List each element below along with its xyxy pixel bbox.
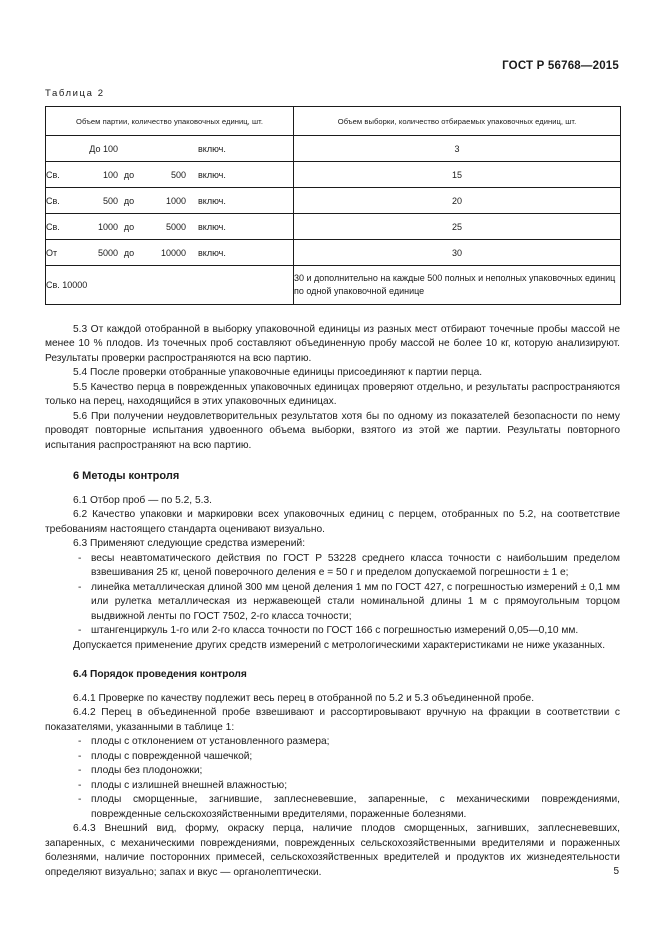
- dash-bullet-icon: -: [78, 736, 82, 748]
- list-item: [45, 624, 620, 638]
- paragraph-6-4-3: 6.4.3 Внешний вид, форму, окраску перца, наличие плодов сморщенных, загнивших, заплесневевших, запаренных, с механическими повреждениями, поврежденных сельскохозяйственными вредителями и пораженных болезнями, наличие посторонних примесей, сельскохозяйственных вредителей и продуктов их жизнедеятельности определяют визуально; запах и вкус — органолептически.: [45, 823, 620, 878]
- dash-bullet-icon: -: [78, 581, 82, 593]
- range-separator: до: [123, 247, 135, 258]
- dash-bullet-icon: -: [78, 779, 82, 791]
- paragraph-5-4: 5.4 После проверки отобранные упаковочные единицы присоединяют к партии перца.: [73, 367, 483, 379]
- list-item: [45, 793, 620, 822]
- sampling-table: [45, 106, 621, 305]
- list-item-label: плоды с отклонением от установленного размера;: [91, 736, 330, 748]
- paragraph-6-3: 6.3 Применяют следующие средства измерений:: [73, 538, 306, 550]
- list-item-label: штангенциркуль 1-го или 2-го класса точности по ГОСТ 166 с погрешностью измерений 0,05—0,10 мм.: [91, 625, 579, 637]
- range-prefix: От: [46, 247, 58, 258]
- list-item: [45, 581, 620, 624]
- list-item-label: плоды без плодоножки;: [91, 765, 203, 777]
- range-suffix: включ.: [198, 169, 226, 180]
- instruments-list: [45, 552, 620, 639]
- paragraph-6-4-2: 6.4.2 Перец в объединенной пробе взвешивают и рассортировывают вручную на фракции в соответствии с показателями, указанными в таблице 1:: [45, 707, 620, 733]
- table-cell-lot-range: [46, 136, 294, 162]
- paragraph-6-4-1: 6.4.1 Проверке по качеству подлежит весь перец в отобранной по 5.2 и 5.3 объединенной пробе.: [73, 692, 535, 704]
- range-lower: 1000: [97, 221, 118, 232]
- range-lower: 500: [102, 195, 118, 206]
- paragraph-5-6: 5.6 При получении неудовлетворительных результатов хотя бы по одному из показателей безопасности по нему проводят повторные испытания удвоенного объема выборки, взятого из этой же партии. Результаты повторного испытания распространяют на всю партию.: [45, 410, 620, 451]
- spacer: [45, 485, 620, 494]
- table-header-row: [46, 107, 621, 136]
- table-cell-lot-range: [46, 162, 294, 188]
- table-caption: Таблица 2: [45, 88, 105, 99]
- table-row: [46, 136, 621, 162]
- table-row: [46, 188, 621, 214]
- table-cell-sample-value: 25: [294, 214, 621, 240]
- page-number: 5: [613, 866, 619, 877]
- list-item: [45, 552, 620, 581]
- range-prefix: Св.: [46, 169, 60, 180]
- page-content: [45, 88, 620, 880]
- paragraph-6-3-note: Допускается применение других средств измерений с метрологическими характеристиками не ниже указанных.: [73, 639, 606, 651]
- table-column-header-lot-volume: Объем партии, количество упаковочных единиц, шт.: [46, 107, 294, 136]
- table-header: [46, 107, 621, 136]
- range-upper: 5000: [165, 221, 186, 232]
- list-item-label: линейка металлическая длиной 300 мм ценой деления 1 мм по ГОСТ 427, с погрешностью измерений ± 0,1 мм или рулетка металлическая из нержавеющей стали номинальной длины 1 м с прямоугольным торцом выдвижной ленты по ГОСТ 7502, 2-го класса точности;: [91, 581, 620, 622]
- range-suffix: включ.: [198, 221, 226, 232]
- range-separator: до: [123, 195, 135, 206]
- range-upper: 10000: [160, 247, 186, 258]
- list-item-label: весы неавтоматического действия по ГОСТ Р 53228 среднего класса точности с наибольшим пределом взвешивания 25 кг, ценой поверочного деления e = 50 г и пределом допускаемой погрешности ± 1 e;: [91, 552, 620, 579]
- table-body: [46, 136, 621, 305]
- table-cell-sample-value: 15: [294, 162, 621, 188]
- dash-bullet-icon: -: [78, 625, 82, 637]
- dash-bullet-icon: -: [78, 750, 82, 762]
- table-cell-sample-value: 30 и дополнительно на каждые 500 полных и неполных упаковочных единиц по одной упаковочной единице: [294, 266, 621, 305]
- range-prefix: Св.: [46, 221, 60, 232]
- table-row: [46, 266, 621, 305]
- list-item-label: плоды с поврежденной чашечкой;: [91, 750, 253, 762]
- dash-bullet-icon: -: [78, 794, 82, 806]
- dash-bullet-icon: -: [78, 765, 82, 777]
- list-item: [45, 735, 620, 749]
- body-text-block: [45, 323, 620, 880]
- table-row: [46, 214, 621, 240]
- range-upper: 1000: [165, 195, 186, 206]
- range-lower: 5000: [97, 247, 118, 258]
- range-suffix: включ.: [198, 143, 226, 154]
- range-suffix: включ.: [198, 247, 226, 258]
- list-item: [45, 779, 620, 793]
- dash-bullet-icon: -: [78, 552, 82, 564]
- table-row: [46, 240, 621, 266]
- range-suffix: включ.: [198, 195, 226, 206]
- range-lower: До 100: [89, 143, 118, 154]
- list-item-label: плоды сморщенные, загнившие, заплесневевшие, запаренные, с механическими повреждениями, поврежденные сельскохозяйственными вредителями, пораженные болезнями.: [91, 794, 620, 820]
- paragraph-5-3: 5.3 От каждой отобранной в выборку упаковочной единицы из разных мест отбирают точечные пробы массой не менее 10 % плодов. Из точечных проб составляют объединенную пробу массой не более 10 кг, которую анализируют. Результаты проверки распространяются на всю партию.: [45, 324, 620, 364]
- range-separator: до: [123, 169, 135, 180]
- page-header-standard-ref: ГОСТ Р 56768—2015: [502, 60, 619, 72]
- list-item-label: плоды с излишней внешней влажностью;: [91, 779, 288, 791]
- range-lower: 100: [102, 169, 118, 180]
- table-row: [46, 162, 621, 188]
- paragraph-6-2: 6.2 Качество упаковки и маркировки всех упаковочных единиц с перцем, отобранных по 5.2, на соответствие требованиям настоящего стандарта оценивают визуально.: [45, 509, 620, 535]
- table-cell-sample-value: 20: [294, 188, 621, 214]
- list-item: [45, 750, 620, 764]
- section-heading-6: 6 Методы контроля: [73, 470, 180, 483]
- range-separator: до: [123, 221, 135, 232]
- range-prefix: Св.: [46, 195, 60, 206]
- table-cell-lot-range: [46, 214, 294, 240]
- spacer: [45, 683, 620, 692]
- table-cell-lot-range: Св. 10000: [46, 266, 294, 305]
- table-column-header-sample-volume: Объем выборки, количество отбираемых упаковочных единиц, шт.: [294, 107, 621, 136]
- section-heading-6-4: 6.4 Порядок проведения контроля: [73, 669, 247, 681]
- table-cell-sample-value: 3: [294, 136, 621, 162]
- table-cell-lot-range: [46, 240, 294, 266]
- list-item: [45, 764, 620, 778]
- fractions-list: [45, 735, 620, 822]
- range-upper: 500: [170, 169, 186, 180]
- table-cell-lot-range: [46, 188, 294, 214]
- paragraph-6-1: 6.1 Отбор проб — по 5.2, 5.3.: [73, 494, 212, 506]
- table-cell-sample-value: 30: [294, 240, 621, 266]
- paragraph-5-5: 5.5 Качество перца в поврежденных упаковочных единицах проверяют отдельно, и результаты распространяются только на перец, находящийся в этих упаковочных единицах.: [45, 381, 620, 408]
